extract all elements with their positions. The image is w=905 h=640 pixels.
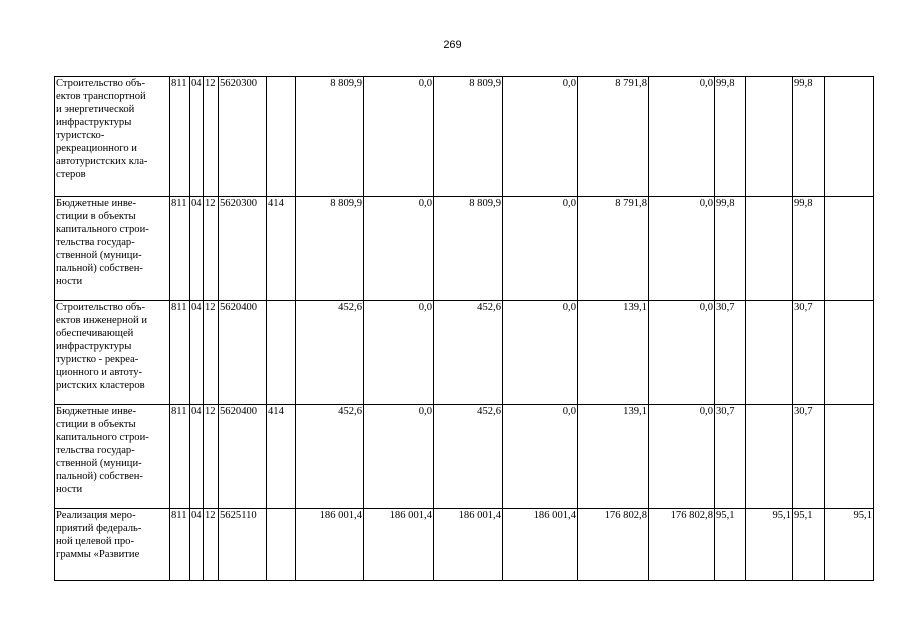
expense-name-line: обеспечивающей [56, 328, 134, 339]
expense-type-cell [267, 301, 296, 405]
refined-federal-amount-cell: 0,0 [503, 301, 578, 405]
plan-federal-amount-cell: 0,0 [364, 301, 434, 405]
refined-federal-amount-cell: 0,0 [503, 77, 578, 197]
subsection-code-cell: 12 [204, 301, 219, 405]
expense-name-line: стеров [56, 169, 86, 180]
section-code-cell: 04 [190, 405, 204, 509]
section-code-cell: 04 [190, 197, 204, 301]
target-code-cell: 5620400 [219, 405, 267, 509]
expense-name-line: ектов инженерной и [56, 315, 147, 326]
refined-federal-amount-cell: 0,0 [503, 197, 578, 301]
percent-of-plan-cell: 99,8 [715, 77, 746, 197]
refined-amount-cell: 452,6 [434, 405, 503, 509]
plan-federal-amount-cell: 0,0 [364, 197, 434, 301]
expense-name-line: приятий федераль- [56, 523, 142, 534]
expense-type-cell [267, 509, 296, 581]
target-code-cell: 5625110 [219, 509, 267, 581]
percent-of-refined-federal-cell [825, 405, 874, 509]
percent-of-plan-federal-cell [746, 77, 793, 197]
expense-name-line: инфраструктуры [56, 341, 132, 352]
section-code-cell: 04 [190, 77, 204, 197]
table-row [55, 77, 874, 197]
executed-amount-cell: 8 791,8 [578, 77, 649, 197]
expense-name-line: пальной) собствен- [56, 471, 143, 482]
plan-amount-cell: 8 809,9 [296, 77, 364, 197]
expense-name-line: автотуристских кла- [56, 156, 148, 167]
percent-of-plan-cell: 30,7 [715, 405, 746, 509]
refined-amount-cell: 452,6 [434, 301, 503, 405]
expense-name-line: Строительство объ- [56, 78, 146, 89]
expense-type-cell: 414 [267, 405, 296, 509]
target-code-cell: 5620300 [219, 197, 267, 301]
target-code-cell: 5620400 [219, 301, 267, 405]
percent-of-refined-cell: 30,7 [793, 301, 825, 405]
expense-name-line: граммы «Развитие [56, 549, 140, 560]
page-number: 269 [443, 39, 462, 51]
executed-amount-cell: 176 802,8 [578, 509, 649, 581]
expense-name-line: Бюджетные инве- [56, 198, 137, 209]
plan-amount-cell: 452,6 [296, 301, 364, 405]
table-row [55, 405, 874, 509]
expense-type-cell [267, 77, 296, 197]
executed-amount-cell: 139,1 [578, 301, 649, 405]
executed-amount-cell: 8 791,8 [578, 197, 649, 301]
expense-name-line: туристско- [56, 130, 105, 141]
expense-type-cell: 414 [267, 197, 296, 301]
expense-name-line: и энергетической [56, 104, 135, 115]
subsection-code-cell: 12 [204, 77, 219, 197]
expense-name-line: Бюджетные инве- [56, 406, 137, 417]
ministry-code-cell: 811 [170, 301, 190, 405]
expense-name-cell [55, 197, 170, 301]
expense-name-line: ности [56, 276, 83, 287]
ministry-code-cell: 811 [170, 197, 190, 301]
ministry-code-cell: 811 [170, 77, 190, 197]
expense-name-line: тельства государ- [56, 445, 135, 456]
percent-of-plan-federal-cell [746, 301, 793, 405]
expense-name-line: инфраструктуры [56, 117, 132, 128]
expense-name-line: ционного и автоту- [56, 367, 143, 378]
executed-federal-amount-cell: 0,0 [649, 77, 715, 197]
expense-name-line: туристко - рекреа- [56, 354, 139, 365]
percent-of-plan-cell: 99,8 [715, 197, 746, 301]
refined-amount-cell: 186 001,4 [434, 509, 503, 581]
percent-of-refined-cell: 95,1 [793, 509, 825, 581]
subsection-code-cell: 12 [204, 509, 219, 581]
target-code-cell: 5620300 [219, 77, 267, 197]
plan-federal-amount-cell: 0,0 [364, 77, 434, 197]
expense-name-line: ектов транспортной [56, 91, 146, 102]
percent-of-refined-cell: 99,8 [793, 77, 825, 197]
plan-federal-amount-cell: 186 001,4 [364, 509, 434, 581]
expense-name-cell [55, 509, 170, 581]
plan-amount-cell: 8 809,9 [296, 197, 364, 301]
plan-federal-amount-cell: 0,0 [364, 405, 434, 509]
expense-name-line: ности [56, 484, 83, 495]
executed-federal-amount-cell: 0,0 [649, 301, 715, 405]
table-row [55, 301, 874, 405]
percent-of-plan-federal-cell [746, 197, 793, 301]
expense-name-line: рекреационного и [56, 143, 137, 154]
expense-name-line: Реализация меро- [56, 510, 136, 521]
subsection-code-cell: 12 [204, 405, 219, 509]
executed-federal-amount-cell: 0,0 [649, 405, 715, 509]
refined-amount-cell: 8 809,9 [434, 77, 503, 197]
expense-name-line: ственной (муници- [56, 250, 142, 261]
refined-federal-amount-cell: 0,0 [503, 405, 578, 509]
expense-name-line: стиции в объекты [56, 419, 136, 430]
executed-federal-amount-cell: 0,0 [649, 197, 715, 301]
subsection-code-cell: 12 [204, 197, 219, 301]
percent-of-refined-federal-cell [825, 77, 874, 197]
table-row [55, 509, 874, 581]
plan-amount-cell: 452,6 [296, 405, 364, 509]
percent-of-refined-federal-cell: 95,1 [825, 509, 874, 581]
percent-of-plan-cell: 30,7 [715, 301, 746, 405]
executed-amount-cell: 139,1 [578, 405, 649, 509]
expense-name-line: капитального строи- [56, 224, 149, 235]
expense-name-line: стиции в объекты [56, 211, 136, 222]
refined-federal-amount-cell: 186 001,4 [503, 509, 578, 581]
executed-federal-amount-cell: 176 802,8 [649, 509, 715, 581]
expense-name-line: пальной) собствен- [56, 263, 143, 274]
table-row [55, 197, 874, 301]
percent-of-refined-federal-cell [825, 197, 874, 301]
plan-amount-cell: 186 001,4 [296, 509, 364, 581]
expense-name-line: ристских кластеров [56, 380, 145, 391]
ministry-code-cell: 811 [170, 405, 190, 509]
expense-name-line: тельства государ- [56, 237, 135, 248]
section-code-cell: 04 [190, 301, 204, 405]
expense-name-line: ной целевой про- [56, 536, 134, 547]
ministry-code-cell: 811 [170, 509, 190, 581]
expense-name-cell [55, 405, 170, 509]
expense-name-cell [55, 77, 170, 197]
expense-name-line: ственной (муници- [56, 458, 142, 469]
percent-of-refined-federal-cell [825, 301, 874, 405]
expense-name-line: Строительство объ- [56, 302, 146, 313]
percent-of-plan-federal-cell: 95,1 [746, 509, 793, 581]
percent-of-refined-cell: 30,7 [793, 405, 825, 509]
percent-of-plan-cell: 95,1 [715, 509, 746, 581]
section-code-cell: 04 [190, 509, 204, 581]
percent-of-plan-federal-cell [746, 405, 793, 509]
percent-of-refined-cell: 99,8 [793, 197, 825, 301]
expense-name-cell [55, 301, 170, 405]
expense-name-line: капитального строи- [56, 432, 149, 443]
refined-amount-cell: 8 809,9 [434, 197, 503, 301]
budget-execution-table [54, 76, 874, 581]
